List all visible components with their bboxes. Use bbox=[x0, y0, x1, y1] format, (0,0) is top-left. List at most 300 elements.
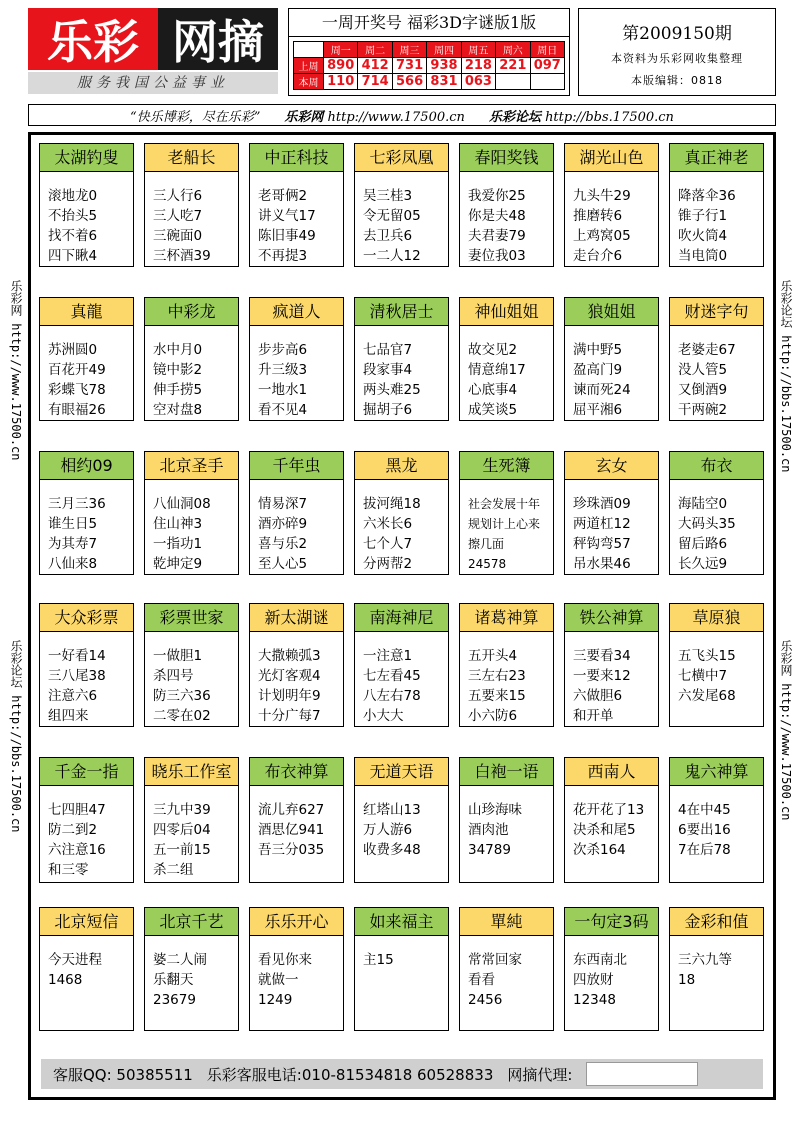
cell-title: 北京短信 bbox=[40, 908, 133, 936]
motto: “快乐博彩，尽在乐彩” bbox=[130, 109, 261, 125]
cell-line: 小六防6 bbox=[468, 708, 518, 724]
cell-line: 吴三桂3 bbox=[363, 188, 413, 204]
day-header: 周日 bbox=[530, 42, 564, 58]
cell-line: 五一前15 bbox=[153, 842, 211, 858]
cell-line: 计划明年9 bbox=[258, 688, 321, 704]
cell-body bbox=[670, 632, 763, 706]
draw-number bbox=[530, 74, 564, 90]
cell-line: 彩蝶飞78 bbox=[48, 382, 106, 398]
cell-body bbox=[565, 326, 658, 420]
cell-line: 和三零 bbox=[48, 862, 89, 878]
cell-body bbox=[670, 480, 763, 574]
prediction-cell bbox=[459, 907, 554, 1031]
prediction-cell bbox=[249, 297, 344, 421]
cell-line: 水中月0 bbox=[153, 342, 203, 358]
cell-line: 不抬头5 bbox=[48, 208, 98, 224]
draw-number: 218 bbox=[461, 58, 495, 74]
cell-line: 锥子行1 bbox=[678, 208, 728, 224]
cell-body bbox=[145, 480, 238, 574]
cell-title: 七彩凤凰 bbox=[355, 144, 448, 172]
cell-line: 海陆空0 bbox=[678, 496, 728, 512]
cell-line: 一注意1 bbox=[363, 648, 413, 664]
cell-line: 找不着6 bbox=[48, 228, 98, 244]
cell-line: 一做胆1 bbox=[153, 648, 203, 664]
cell-line: 掘胡子6 bbox=[363, 402, 413, 418]
cell-line: 红塔山13 bbox=[363, 802, 421, 818]
prediction-cell bbox=[564, 143, 659, 267]
cell-line: 当电筒0 bbox=[678, 248, 728, 264]
prediction-cell bbox=[249, 603, 344, 727]
cell-body bbox=[40, 480, 133, 574]
cell-body bbox=[460, 936, 553, 1010]
cell-line: 擦几面 bbox=[468, 537, 505, 551]
cell-line: 三要看34 bbox=[573, 648, 631, 664]
draw-title: 一周开奖号 福彩3D字谜版1版 bbox=[289, 9, 569, 37]
cell-title: 鬼六神算 bbox=[670, 758, 763, 786]
cell-line: 分两帮2 bbox=[363, 556, 413, 572]
side-right1-name: 乐彩论坛 bbox=[779, 280, 793, 328]
prediction-cell bbox=[249, 143, 344, 267]
cell-body bbox=[355, 632, 448, 726]
cell-line: 步步高6 bbox=[258, 342, 308, 358]
prediction-cell bbox=[144, 143, 239, 267]
cell-title: 乐乐开心 bbox=[250, 908, 343, 936]
cell-title: 大众彩票 bbox=[40, 604, 133, 632]
cell-line: 夫君妻79 bbox=[468, 228, 526, 244]
cell-title: 新太湖谜 bbox=[250, 604, 343, 632]
cell-line: 走台介6 bbox=[573, 248, 623, 264]
cell-line: 又倒酒9 bbox=[678, 382, 728, 398]
cell-body bbox=[40, 786, 133, 880]
prediction-cell bbox=[39, 907, 134, 1031]
prediction-cell bbox=[354, 603, 449, 727]
cell-line: 吾三分035 bbox=[258, 842, 325, 858]
draw-number: 110 bbox=[324, 74, 358, 90]
prediction-cell bbox=[39, 603, 134, 727]
side-right2-url: http://www.17500.cn bbox=[779, 683, 793, 821]
cell-line: 6要出16 bbox=[678, 822, 731, 838]
cell-title: 黑龙 bbox=[355, 452, 448, 480]
cell-line: 决杀和尾5 bbox=[573, 822, 636, 838]
draw-number: 063 bbox=[461, 74, 495, 90]
prediction-cell bbox=[459, 603, 554, 727]
footer-agent-label: 网摘代理: bbox=[507, 1065, 573, 1084]
cell-title: 彩票世家 bbox=[145, 604, 238, 632]
cell-body bbox=[250, 632, 343, 726]
side-right2-name: 乐彩网 bbox=[779, 640, 793, 676]
cell-line: 秤钩弯57 bbox=[573, 536, 631, 552]
prediction-cell bbox=[669, 603, 764, 727]
prediction-cell bbox=[249, 757, 344, 883]
cell-line: 不再提3 bbox=[258, 248, 308, 264]
cell-line: 四下瞅4 bbox=[48, 248, 98, 264]
logo-black-text: 网摘 bbox=[172, 15, 264, 69]
cell-line: 东西南北 bbox=[573, 952, 627, 968]
cell-title: 无道天语 bbox=[355, 758, 448, 786]
cell-line: 次杀164 bbox=[573, 842, 626, 858]
cell-line: 谁生日5 bbox=[48, 516, 98, 532]
cell-body bbox=[40, 936, 133, 990]
issue-note: 本资料为乐彩网收集整理 bbox=[611, 52, 743, 65]
cell-line: 乾坤定9 bbox=[153, 556, 203, 572]
cell-line: 没人管5 bbox=[678, 362, 728, 378]
prediction-cell bbox=[564, 603, 659, 727]
cell-body bbox=[145, 326, 238, 420]
cell-line: 苏洲圆0 bbox=[48, 342, 98, 358]
draw-number bbox=[496, 74, 530, 90]
draw-number: 566 bbox=[392, 74, 426, 90]
cell-line: 规划计上心来 bbox=[468, 517, 541, 531]
cell-line: 杀四号 bbox=[153, 668, 194, 684]
cell-line: 陈旧事49 bbox=[258, 228, 316, 244]
prediction-cell bbox=[144, 757, 239, 883]
cell-title: 疯道人 bbox=[250, 298, 343, 326]
cell-line: 谏而死24 bbox=[573, 382, 631, 398]
site2-name: 乐彩论坛 bbox=[488, 109, 541, 125]
cell-body bbox=[355, 936, 448, 970]
draw-number: 221 bbox=[496, 58, 530, 74]
cell-body bbox=[670, 786, 763, 860]
prediction-cell bbox=[144, 297, 239, 421]
cell-title: 玄女 bbox=[565, 452, 658, 480]
cell-body bbox=[250, 172, 343, 266]
cell-line: 情意绵17 bbox=[468, 362, 526, 378]
prediction-cell bbox=[144, 907, 239, 1031]
cell-body bbox=[460, 172, 553, 266]
draw-number: 097 bbox=[530, 58, 564, 74]
day-header: 周六 bbox=[496, 42, 530, 58]
cell-line: 34789 bbox=[468, 842, 511, 858]
logo-red-text: 乐彩 bbox=[28, 8, 158, 70]
slogan: 服务我国公益事业 bbox=[28, 72, 278, 94]
cell-line: 12348 bbox=[573, 992, 616, 1008]
prediction-cell bbox=[459, 757, 554, 883]
cell-line: 一好看14 bbox=[48, 648, 106, 664]
cell-line: 一二人12 bbox=[363, 248, 421, 264]
cell-line: 三人吃7 bbox=[153, 208, 203, 224]
cell-title: 真正神老 bbox=[670, 144, 763, 172]
cell-line: 推磨转6 bbox=[573, 208, 623, 224]
cell-line: 盈高门9 bbox=[573, 362, 623, 378]
cell-body bbox=[565, 786, 658, 860]
prediction-cell bbox=[354, 757, 449, 883]
cell-line: 看不见4 bbox=[258, 402, 308, 418]
cell-title: 太湖钓叟 bbox=[40, 144, 133, 172]
cell-title: 一句定3码 bbox=[565, 908, 658, 936]
cell-line: 喜与乐2 bbox=[258, 536, 308, 552]
prediction-cell bbox=[669, 451, 764, 575]
prediction-cell bbox=[669, 757, 764, 883]
cell-title: 诸葛神算 bbox=[460, 604, 553, 632]
day-header: 周一 bbox=[324, 42, 358, 58]
cell-line: 七品官7 bbox=[363, 342, 413, 358]
cell-body bbox=[145, 172, 238, 266]
site1-link[interactable]: http://www.17500.cn bbox=[327, 109, 465, 125]
cell-title: 如来福主 bbox=[355, 908, 448, 936]
cell-line: 七四胆47 bbox=[48, 802, 106, 818]
cell-line: 四放财 bbox=[573, 972, 614, 988]
cell-line: 看看 bbox=[468, 972, 495, 988]
cell-line: 防二到2 bbox=[48, 822, 98, 838]
cell-line: 段家事4 bbox=[363, 362, 413, 378]
cell-body bbox=[250, 786, 343, 860]
cell-line: 成笑谈5 bbox=[468, 402, 518, 418]
cell-line: 六米长6 bbox=[363, 516, 413, 532]
prediction-cell bbox=[354, 907, 449, 1031]
cell-title: 金彩和值 bbox=[670, 908, 763, 936]
cell-title: 生死簿 bbox=[460, 452, 553, 480]
cell-line: 五要来15 bbox=[468, 688, 526, 704]
cell-title: 單純 bbox=[460, 908, 553, 936]
cell-line: 住山神3 bbox=[153, 516, 203, 532]
cell-line: 屈平湘6 bbox=[573, 402, 623, 418]
cell-body bbox=[145, 786, 238, 880]
agent-box bbox=[586, 1062, 698, 1086]
cell-line: 七左看45 bbox=[363, 668, 421, 684]
draw-number: 831 bbox=[427, 74, 461, 90]
day-header: 周四 bbox=[427, 42, 461, 58]
day-header: 周五 bbox=[461, 42, 495, 58]
cell-line: 7在后78 bbox=[678, 842, 731, 858]
cell-line: 六注意16 bbox=[48, 842, 106, 858]
cell-title: 布衣 bbox=[670, 452, 763, 480]
footer-phone: 乐彩客服电话:010-81534818 60528833 bbox=[206, 1065, 494, 1084]
cell-title: 北京千艺 bbox=[145, 908, 238, 936]
cell-line: 三左右23 bbox=[468, 668, 526, 684]
cell-line: 上鸡窝05 bbox=[573, 228, 631, 244]
logo bbox=[28, 8, 278, 70]
prediction-cell bbox=[249, 907, 344, 1031]
cell-body bbox=[40, 172, 133, 266]
cell-line: 组四来 bbox=[48, 708, 89, 724]
cell-line: 主15 bbox=[363, 952, 394, 968]
cell-line: 五开头4 bbox=[468, 648, 518, 664]
footer-qq: 客服QQ: 50385511 bbox=[53, 1065, 193, 1084]
cell-line: 和开单 bbox=[573, 708, 614, 724]
cell-title: 春阳奖钱 bbox=[460, 144, 553, 172]
draw-results-box bbox=[288, 8, 570, 96]
cell-line: 杀二组 bbox=[153, 862, 194, 878]
cell-line: 情易深7 bbox=[258, 496, 308, 512]
cell-body bbox=[355, 480, 448, 574]
cell-body bbox=[355, 786, 448, 860]
cell-line: 五飞头15 bbox=[678, 648, 736, 664]
cell-line: 三八尾38 bbox=[48, 668, 106, 684]
site1-name: 乐彩网 bbox=[284, 109, 324, 125]
cell-title: 布衣神算 bbox=[250, 758, 343, 786]
cell-line: 八左右78 bbox=[363, 688, 421, 704]
cell-line: 两道杠12 bbox=[573, 516, 631, 532]
cell-title: 西南人 bbox=[565, 758, 658, 786]
cell-line: 我爱你25 bbox=[468, 188, 526, 204]
cell-line: 七横中7 bbox=[678, 668, 728, 684]
cell-line: 三碗面0 bbox=[153, 228, 203, 244]
side-text-left-1: 乐彩网 http://www.17500.cn bbox=[9, 280, 23, 461]
site2-link[interactable]: http://bbs.17500.cn bbox=[545, 109, 674, 125]
cell-line: 八仙洞08 bbox=[153, 496, 211, 512]
cell-line: 至人心5 bbox=[258, 556, 308, 572]
cell-title: 狼姐姐 bbox=[565, 298, 658, 326]
last-week-label: 上周 bbox=[294, 58, 324, 74]
prediction-cell bbox=[669, 907, 764, 1031]
cell-line: 山珍海味 bbox=[468, 802, 522, 818]
cell-body bbox=[565, 172, 658, 266]
cell-line: 两头难25 bbox=[363, 382, 421, 398]
cell-line: 有眼福26 bbox=[48, 402, 106, 418]
cell-line: 滚地龙0 bbox=[48, 188, 98, 204]
url-bar bbox=[28, 104, 776, 126]
cell-line: 光灯客观4 bbox=[258, 668, 321, 684]
cell-body bbox=[565, 936, 658, 1010]
cell-line: 酒亦碎9 bbox=[258, 516, 308, 532]
cell-line: 三月三36 bbox=[48, 496, 106, 512]
issue-box bbox=[578, 8, 776, 96]
cell-line: 花开花了13 bbox=[573, 802, 645, 818]
cell-title: 湖光山色 bbox=[565, 144, 658, 172]
editor: 本版编辑：0818 bbox=[631, 74, 723, 87]
cell-body bbox=[460, 480, 553, 574]
cell-body bbox=[355, 326, 448, 420]
cell-title: 清秋居士 bbox=[355, 298, 448, 326]
cell-line: 二零在02 bbox=[153, 708, 211, 724]
prediction-cell bbox=[564, 907, 659, 1031]
side-right1-url: http://bbs.17500.cn bbox=[779, 335, 793, 473]
cell-line: 一要来12 bbox=[573, 668, 631, 684]
cell-line: 长久远9 bbox=[678, 556, 728, 572]
cell-line: 去卫兵6 bbox=[363, 228, 413, 244]
cell-title: 相约09 bbox=[40, 452, 133, 480]
cell-line: 心底事4 bbox=[468, 382, 518, 398]
cell-body bbox=[670, 172, 763, 266]
cell-line: 1468 bbox=[48, 972, 83, 988]
prediction-cell bbox=[144, 451, 239, 575]
cell-body bbox=[565, 480, 658, 574]
cell-line: 社会发展十年 bbox=[468, 497, 541, 511]
cell-line: 酒肉池 bbox=[468, 822, 509, 838]
side-text-right-1 bbox=[778, 280, 795, 480]
cell-title: 财迷字句 bbox=[670, 298, 763, 326]
cell-line: 婆二人闹 bbox=[153, 952, 207, 968]
draw-number: 938 bbox=[427, 58, 461, 74]
draw-number: 890 bbox=[324, 58, 358, 74]
cell-title: 中正科技 bbox=[250, 144, 343, 172]
cell-title: 老船长 bbox=[145, 144, 238, 172]
cell-line: 常常回家 bbox=[468, 952, 522, 968]
cell-line: 八仙来8 bbox=[48, 556, 98, 572]
cell-line: 23679 bbox=[153, 992, 196, 1008]
cell-body bbox=[460, 786, 553, 860]
cell-line: 酒思亿941 bbox=[258, 822, 325, 838]
cell-line: 收费多48 bbox=[363, 842, 421, 858]
cell-line: 乐翻天 bbox=[153, 972, 194, 988]
draw-table bbox=[293, 41, 565, 90]
cell-line: 三杯酒39 bbox=[153, 248, 211, 264]
cell-line: 一地水1 bbox=[258, 382, 308, 398]
cell-line: 百花开49 bbox=[48, 362, 106, 378]
cell-body bbox=[670, 326, 763, 420]
cell-line: 留后路6 bbox=[678, 536, 728, 552]
cell-line: 六发尾68 bbox=[678, 688, 736, 704]
cell-line: 2456 bbox=[468, 992, 503, 1008]
prediction-cell bbox=[564, 451, 659, 575]
prediction-cell bbox=[459, 143, 554, 267]
prediction-cell bbox=[39, 757, 134, 883]
cell-body bbox=[355, 172, 448, 266]
cell-line: 吹火筒4 bbox=[678, 228, 728, 244]
cell-title: 白袍一语 bbox=[460, 758, 553, 786]
prediction-cell bbox=[354, 143, 449, 267]
day-header: 周三 bbox=[392, 42, 426, 58]
prediction-cell bbox=[39, 451, 134, 575]
cell-line: 三九中39 bbox=[153, 802, 211, 818]
cell-line: 七个人7 bbox=[363, 536, 413, 552]
cell-line: 九头牛29 bbox=[573, 188, 631, 204]
cell-title: 南海神尼 bbox=[355, 604, 448, 632]
cell-line: 小大大 bbox=[363, 708, 404, 724]
prediction-cell bbox=[354, 451, 449, 575]
cell-title: 神仙姐姐 bbox=[460, 298, 553, 326]
cell-title: 北京圣手 bbox=[145, 452, 238, 480]
day-header: 周二 bbox=[358, 42, 392, 58]
cell-line: 三人行6 bbox=[153, 188, 203, 204]
cell-body bbox=[670, 936, 763, 990]
prediction-cell bbox=[459, 451, 554, 575]
cell-title: 千年虫 bbox=[250, 452, 343, 480]
main-grid bbox=[28, 132, 776, 1100]
cell-line: 六做胆6 bbox=[573, 688, 623, 704]
cell-line: 18 bbox=[678, 972, 696, 988]
cell-body bbox=[145, 936, 238, 1010]
cell-line: 故交见2 bbox=[468, 342, 518, 358]
prediction-cell bbox=[249, 451, 344, 575]
side-text-left-2: 乐彩论坛 http://bbs.17500.cn bbox=[9, 640, 23, 833]
cell-line: 干两碗2 bbox=[678, 402, 728, 418]
prediction-cell bbox=[39, 297, 134, 421]
this-week-label: 本周 bbox=[294, 74, 324, 90]
cell-line: 满中野5 bbox=[573, 342, 623, 358]
prediction-cell bbox=[669, 143, 764, 267]
cell-line: 24578 bbox=[468, 557, 507, 571]
cell-line: 4在中45 bbox=[678, 802, 731, 818]
cell-line: 镜中影2 bbox=[153, 362, 203, 378]
cell-line: 防三六36 bbox=[153, 688, 211, 704]
cell-title: 晓乐工作室 bbox=[145, 758, 238, 786]
prediction-cell bbox=[39, 143, 134, 267]
cell-line: 降落伞36 bbox=[678, 188, 736, 204]
cell-line: 讲义气17 bbox=[258, 208, 316, 224]
prediction-cell bbox=[564, 297, 659, 421]
cell-line: 就做一 bbox=[258, 972, 299, 988]
cell-body bbox=[40, 326, 133, 420]
cell-line: 流儿弃627 bbox=[258, 802, 325, 818]
cell-title: 千金一指 bbox=[40, 758, 133, 786]
cell-line: 一指功1 bbox=[153, 536, 203, 552]
cell-line: 你是夫48 bbox=[468, 208, 526, 224]
cell-line: 拔河绳18 bbox=[363, 496, 421, 512]
cell-title: 草原狼 bbox=[670, 604, 763, 632]
draw-number: 714 bbox=[358, 74, 392, 90]
cell-body bbox=[460, 326, 553, 420]
prediction-cell bbox=[144, 603, 239, 727]
cell-line: 1249 bbox=[258, 992, 293, 1008]
cell-line: 伸手捞5 bbox=[153, 382, 203, 398]
cell-body bbox=[250, 480, 343, 574]
cell-line: 大码头35 bbox=[678, 516, 736, 532]
cell-line: 空对盘8 bbox=[153, 402, 203, 418]
cell-line: 老哥俩2 bbox=[258, 188, 308, 204]
side-text-right-2 bbox=[778, 640, 795, 860]
prediction-cell bbox=[354, 297, 449, 421]
